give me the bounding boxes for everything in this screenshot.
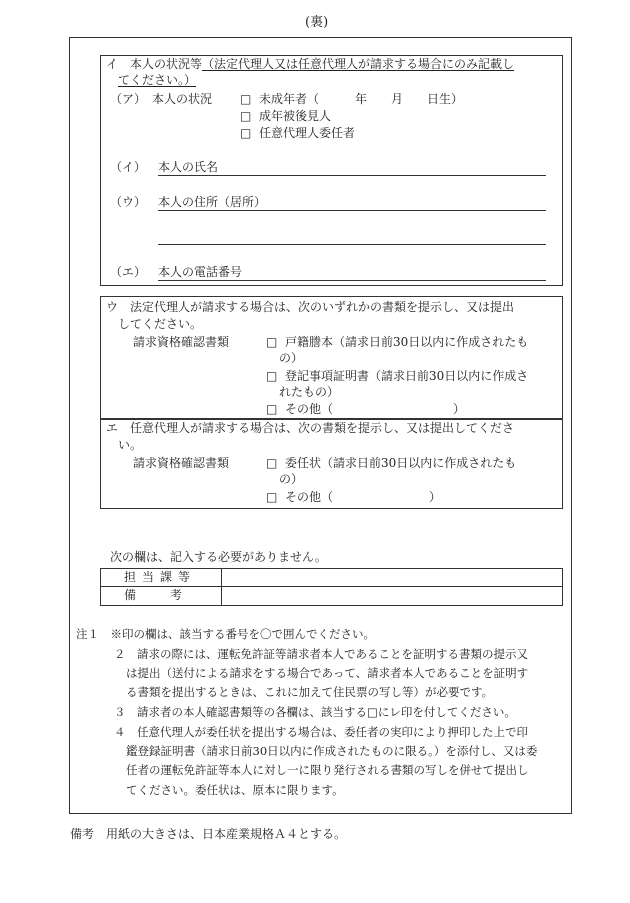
checkbox-icon[interactable]: □ [266, 490, 278, 504]
section-i-title-note-cont: てください。） [118, 73, 197, 87]
status-label: （ア） 本人の状況 [110, 92, 213, 106]
section-i-title-note: （法定代理人又は任意代理人が請求する場合にのみ記載し [202, 57, 515, 71]
office-row-remarks: 備考 [124, 588, 217, 602]
phone-label: 本人の電話番号 [158, 265, 243, 279]
status-option-delegator[interactable] [240, 127, 355, 141]
option-text: 成年被後見人 [258, 109, 331, 123]
status-option-adult-ward[interactable] [240, 110, 331, 124]
option-text: 委任状（請求日前30日以内に作成されたも [284, 456, 517, 470]
note-4-line-1: ４ 任意代理人が委任状を提出する場合は、委任者の実印により押印した上で印 [114, 725, 528, 739]
option-text-cont: れたもの） [279, 385, 340, 399]
option-text: 登記事項証明書（請求日前30日以内に作成さ [284, 369, 529, 383]
option-text: その他（ ） [284, 490, 441, 504]
paper-size-remark: 備考 用紙の大きさは、日本産業規格Ａ４とする。 [70, 827, 347, 841]
name-field[interactable] [158, 175, 546, 176]
section-u-line-2: してください。 [118, 317, 203, 331]
office-use-intro: 次の欄は、記入する必要がありません。 [110, 550, 327, 564]
checkbox-icon[interactable]: □ [266, 335, 278, 349]
address-label: 本人の住所（居所） [158, 195, 267, 209]
section-u-doc-label: 請求資格確認書類 [133, 335, 230, 349]
option-text-cont: の） [279, 351, 304, 365]
address-field-line-1[interactable] [158, 210, 546, 211]
checkbox-icon[interactable]: □ [240, 109, 252, 123]
checkbox-icon[interactable]: □ [240, 92, 252, 106]
section-e-option-power-of-attorney[interactable] [266, 457, 516, 471]
section-i-title-prefix: イ 本人の状況等 [106, 57, 203, 71]
option-text: 任意代理人委任者 [258, 126, 355, 140]
note-2-line-3: る書類を提出するときは、これに加えて住民票の写し等）が必要です。 [126, 685, 494, 699]
option-text: 戸籍謄本（請求日前30日以内に作成されたも [284, 335, 529, 349]
section-e-option-other[interactable] [266, 491, 441, 505]
note-2-line-1: ２ 請求の際には、運転免許証等請求者本人であることを証明する書類の提示又 [114, 647, 528, 661]
checkbox-icon[interactable]: □ [240, 126, 252, 140]
section-u-option-registry-cert[interactable] [266, 370, 528, 384]
option-text: 未成年者（ 年 月 日生） [258, 92, 463, 106]
section-u-line-1: ウ 法定代理人が請求する場合は、次のいずれかの書類を提示し、又は提出 [106, 300, 515, 314]
office-row-department: 担当課等 [124, 570, 197, 584]
office-use-col-divider [221, 568, 222, 605]
option-text-cont: の） [279, 472, 304, 486]
office-use-row-divider [100, 586, 562, 587]
name-number: （イ） [110, 160, 147, 174]
name-label: 本人の氏名 [158, 160, 219, 174]
checkbox-icon[interactable]: □ [266, 369, 278, 383]
checkbox-icon[interactable]: □ [266, 402, 278, 416]
section-e-doc-label: 請求資格確認書類 [133, 456, 230, 470]
section-e-line-1: エ 任意代理人が請求する場合は、次の書類を提示し、又は提出してくださ [106, 421, 515, 435]
status-option-minor[interactable] [240, 93, 463, 107]
section-u-option-family-register[interactable] [266, 336, 528, 350]
note-3: ３ 請求者の本人確認書類等の各欄は、該当する□にレ印を付してください。 [114, 705, 516, 719]
address-field-line-2[interactable] [158, 244, 546, 245]
note-1: 注１ ※印の欄は、該当する番号を〇で囲んでください。 [76, 627, 375, 641]
checkbox-icon[interactable]: □ [266, 456, 278, 470]
phone-field[interactable] [158, 280, 546, 281]
note-4-line-2: 鑑登録証明書（請求日前30日以内に作成されたものに限る。）を添付し、又は委 [126, 744, 538, 758]
note-4-line-4: てください。委任状は、原本に限ります。 [126, 783, 344, 797]
option-text: その他（ ） [284, 402, 465, 416]
address-number: （ウ） [110, 195, 147, 209]
note-4-line-3: 任者の運転免許証等本人に対し一に限り発行される書類の写しを併せて提出し [126, 763, 529, 777]
section-u-option-other[interactable] [266, 403, 465, 417]
section-e-line-2: い。 [118, 438, 143, 452]
page-side-label: (裏) [305, 15, 329, 30]
phone-number: （エ） [110, 265, 147, 279]
section-i-title [106, 58, 514, 72]
note-2-line-2: は提出（送付による請求をする場合であって、請求者本人であることを証明す [126, 666, 529, 680]
